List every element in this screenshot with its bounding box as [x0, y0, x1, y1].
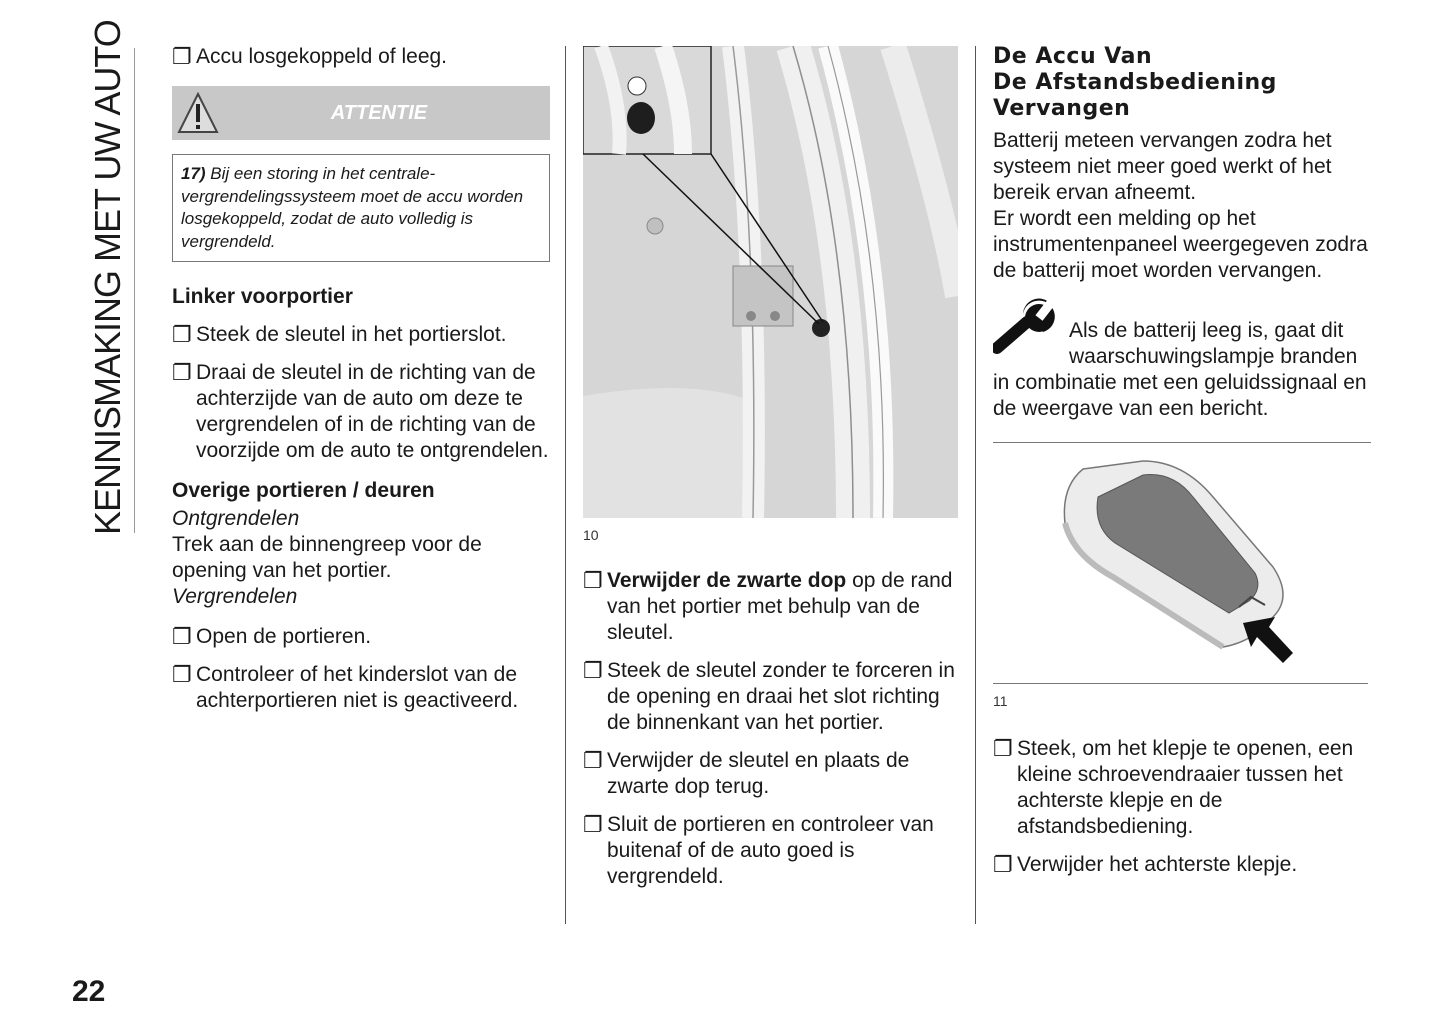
checkbox-bullet-icon: ❐ — [172, 44, 192, 69]
figure-label-11: 11 — [993, 693, 1008, 709]
column-left — [172, 44, 550, 726]
list-item: ❐ Steek, om het klepje te openen, een kleine schroevendraaier tussen het achterste klepje en de afstandsbediening. — [993, 736, 1354, 838]
page-number: 22 — [72, 975, 106, 1008]
intro-text: Batterij meteen vervangen zodra het systeem niet meer goed werkt of het bereik ervan afneemt. — [993, 129, 1332, 204]
chapter-rule — [134, 48, 135, 533]
list-item: ❐ Sluit de portieren en controleer van buitenaf of de auto goed is vergrendeld. — [583, 812, 934, 888]
unlock-text: Trek aan de binnengreep voor de opening van het portier. — [172, 533, 482, 582]
list-item: ❐ Verwijder het achterste klepje. — [993, 852, 1298, 877]
checkbox-bullet-icon: ❐ — [172, 322, 192, 347]
section-title-other-doors: Overige portieren / deuren — [172, 479, 435, 502]
intro-text-2: Er wordt een melding op het instrumentenpaneel weergegeven zodra de batterij moet worden vervangen. — [993, 207, 1368, 282]
list-item: ❐ Steek de sleutel zonder te forceren in de opening en draai het slot richting de binnenkant van het portier. — [583, 658, 955, 734]
list-item: ❐ Steek de sleutel in het portierslot. — [172, 322, 507, 347]
attention-note — [172, 154, 550, 262]
checkbox-bullet-icon: ❐ — [583, 568, 603, 593]
list-item: ❐ Controleer of het kinderslot van de achterportieren niet is geactiveerd. — [172, 662, 519, 712]
column-right — [993, 44, 1371, 890]
remote-key-svg — [993, 457, 1368, 683]
figure-label-10: 10 — [583, 527, 599, 543]
warning-paragraph — [993, 292, 1371, 422]
attention-banner — [172, 86, 550, 140]
list-item — [583, 568, 963, 646]
note-text: Bij een storing in het centrale-vergrendelingssysteem moet de accu worden losgekoppeld, zodat de auto volledig is vergrendeld. — [181, 164, 524, 251]
door-lock-illustration — [583, 46, 958, 518]
warning-text: Als de batterij leeg is, gaat dit waarschuwingslampje branden in combinatie met een geluidssignaal en de weergave van een bericht. — [993, 319, 1367, 420]
list-item: ❐ Open de portieren. — [172, 624, 372, 649]
checkbox-bullet-icon: ❐ — [583, 658, 603, 683]
item-bold-text: Verwijder de zwarte dop — [607, 569, 847, 592]
section-title-left-front-door: Linker voorportier — [172, 285, 353, 308]
checkbox-bullet-icon: ❐ — [583, 748, 603, 773]
remote-key-illustration — [993, 457, 1368, 684]
figure-top-rule — [993, 442, 1371, 443]
checkbox-bullet-icon: ❐ — [172, 624, 192, 649]
checkbox-bullet-icon: ❐ — [993, 852, 1013, 877]
note-number: 17) — [181, 164, 206, 183]
door-illustration-svg — [583, 46, 958, 518]
attention-label: ATTENTIE — [330, 102, 428, 124]
checkbox-bullet-icon: ❐ — [172, 662, 192, 687]
list-item: ❐ Draai de sleutel in de richting van de achterzijde van de auto om deze te vergrendelen of in de richting van de voorzijde om de auto te ontgrendelen. — [172, 360, 549, 462]
chapter-title: KENNISMAKING MET UW AUTO — [87, 20, 128, 535]
checkbox-bullet-icon: ❐ — [583, 812, 603, 837]
list-item: ❐ Accu losgekoppeld of leeg. — [172, 44, 448, 69]
item-rest-text: op de rand van het portier met behulp van de sleutel. — [607, 569, 953, 644]
checkbox-bullet-icon: ❐ — [172, 360, 192, 385]
column-divider-2 — [975, 46, 976, 924]
subheading-lock: Vergrendelen — [172, 585, 298, 608]
list-item: ❐ Verwijder de sleutel en plaats de zwarte dop terug. — [583, 748, 910, 798]
section-heading: De Accu Van De Afstandsbediening Vervangen — [993, 44, 1277, 121]
column-divider-1 — [565, 46, 566, 924]
column-middle — [583, 44, 963, 902]
subheading-unlock: Ontgrendelen — [172, 507, 300, 530]
checkbox-bullet-icon: ❐ — [993, 736, 1013, 761]
wrench-icon — [993, 296, 1061, 354]
